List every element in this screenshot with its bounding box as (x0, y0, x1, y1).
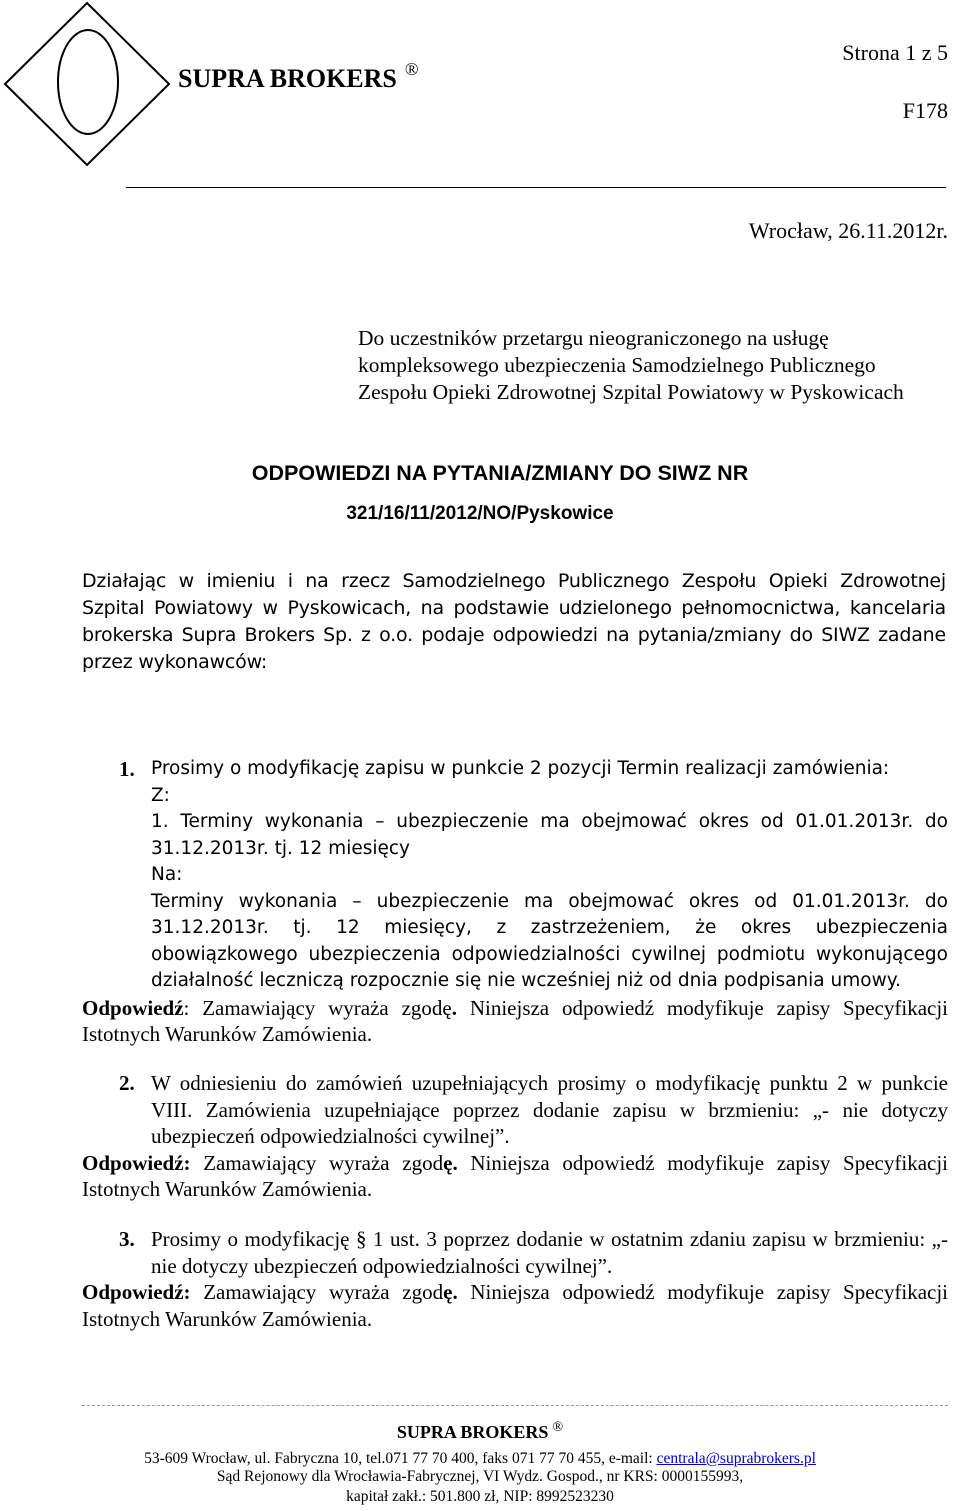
item-number: 1. (119, 757, 135, 781)
question-item-2 (82, 1070, 948, 1203)
answer-text: Zamawiający wyraża zgodę (202, 995, 452, 1020)
page-number: Strona 1 z 5 (842, 40, 948, 65)
footer-email-link[interactable]: centrala@suprabrokers.pl (656, 1450, 816, 1467)
answer-dot: . (451, 995, 457, 1020)
question-text: W odniesieniu do zamówień uzupełniających prosimy o modyfikację punktu 2 w punkcie VIII. Zamówienia uzupełniające poprzez dodanie zapisu w brzmieniu: „- nie dotyczy ubezpieczeń odpowiedzialności cywilnej”. (151, 1071, 948, 1148)
header-divider (126, 187, 946, 188)
na-label: Na: (151, 864, 183, 885)
na-text: Terminy wykonania – ubezpieczenie ma obejmować okres od 01.01.2013r. do 31.12.2013r. tj. 12 miesięcy, z zastrzeżeniem, że okres ubezpieczenia obowiązkowego ubezpieczenia odpowiedzialności cywilnej podmiotu wykonującego działalność leczniczą rozpocznie się nie wcześniej niż od dnia podpisania umowy. (151, 890, 948, 991)
addressee-line: kompleksowego ubezpieczenia Samodzielnego Publicznego (358, 353, 876, 377)
answer-rest: Niniejsza odpowiedź modyfikuje zapisy Specyfikacji Istotnych Warunków Zamówienia. (82, 995, 949, 1046)
answer-block (82, 1150, 948, 1203)
footer-address: 53-609 Wrocław, ul. Fabryczna 10, tel.071 77 70 400, faks 071 77 70 455, e-mail: centrala@suprabrokers.pl (144, 1450, 816, 1467)
document-title: ODPOWIEDZI NA PYTANIA/ZMIANY DO SIWZ NR (251, 461, 749, 485)
intro-paragraph: Działając w imieniu i na rzecz Samodzielnego Publicznego Zespołu Opieki Zdrowotnej Szpital Powiatowy w Pyskowicach, na podstawie udzielonego pełnomocnictwa, kancelaria brokerska Supra Brokers Sp. z o.o. podaje odpowiedzi na pytania/zmiany do SIWZ zadane przez wykonawców: (82, 570, 946, 673)
registered-mark: ® (552, 1420, 564, 1435)
answer-label: Odpowiedź: (82, 1150, 191, 1175)
item-number: 2. (119, 1071, 135, 1095)
answer-end: ę. (443, 1150, 458, 1175)
z-text: 1. Terminy wykonania – ubezpieczenie ma obejmować okres od 01.01.2013r. do 31.12.2013r. tj. 12 miesięcy (151, 811, 948, 859)
footer-brand: SUPRA BROKERS ® (396, 1420, 564, 1442)
question-item-1 (82, 756, 948, 1048)
question-item-3 (82, 1226, 948, 1332)
addressee-line: Do uczestników przetargu nieograniczonego na usługę (358, 326, 829, 350)
answer-end: ę. (443, 1280, 458, 1304)
answer-label: Odpowiedź: (82, 1280, 191, 1304)
z-label: Z: (151, 784, 170, 806)
document-reference-number: 321/16/11/2012/NO/Pyskowice (346, 503, 614, 524)
form-code: F178 (902, 98, 948, 123)
addressee-block (358, 325, 958, 406)
answer-label: Odpowiedź (82, 995, 184, 1020)
answer-colon: : (183, 995, 190, 1020)
answer-block (82, 1279, 948, 1332)
brand-name: SUPRA BROKERS ® (178, 59, 419, 93)
footer-court: Sąd Rejonowy dla Wrocławia-Fabrycznej, VI Wydz. Gospod., nr KRS: 0000155993, (216, 1468, 744, 1485)
supra-brokers-logo-icon (2, 0, 172, 168)
answer-text: Zamawiający wyraża zgod (203, 1150, 444, 1175)
footer-capital: kapitał zakł.: 501.800 zł, NIP: 8992523230 (346, 1488, 614, 1505)
footer-divider (82, 1405, 948, 1406)
question-text: Prosimy o modyfikację § 1 ust. 3 poprzez dodanie w ostatnim zdaniu zapisu w brzmieniu: „- nie dotyczy ubezpieczeń odpowiedzialności cywilnej”. (151, 1227, 948, 1278)
answer-block (82, 995, 948, 1048)
document-date: Wrocław, 26.11.2012r. (748, 218, 948, 243)
answer-rest: Niniejsza odpowiedź modyfikuje zapisy Specyfikacji Istotnych Warunków Zamówienia. (82, 1280, 949, 1331)
registered-mark: ® (404, 59, 419, 79)
answer-text: Zamawiający wyraża zgod (203, 1280, 444, 1304)
answer-rest: Niniejsza odpowiedź modyfikuje zapisy Specyfikacji Istotnych Warunków Zamówienia. (82, 1150, 949, 1201)
addressee-line: Zespołu Opieki Zdrowotnej Szpital Powiatowy w Pyskowicach (358, 380, 904, 404)
question-text: Prosimy o modyfikację zapisu w punkcie 2 pozycji Termin realizacji zamówienia: (151, 758, 890, 779)
item-number: 3. (119, 1227, 135, 1251)
